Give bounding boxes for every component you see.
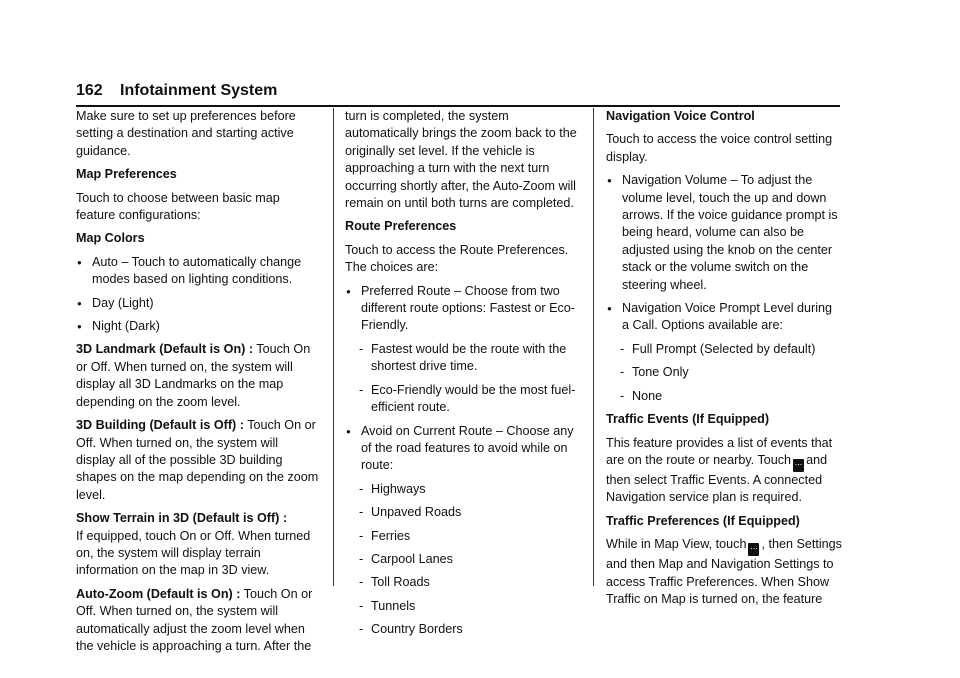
- terrain-text: If equipped, touch On or Off. When turned on, the system will display terrain information on the map in 3D view.: [76, 528, 311, 578]
- traffic-prefs-text-a: While in Map View, touch: [606, 537, 747, 552]
- sub-list-item: - None: [606, 388, 842, 405]
- sub-list-item: - Unpaved Roads: [345, 504, 585, 521]
- list-item: ● Preferred Route – Choose from two different route options: Fastest or Eco-Friendly.: [345, 283, 585, 335]
- more-menu-icon: ...: [748, 543, 759, 556]
- list-item: ● Night (Dark): [76, 318, 320, 335]
- header-rule: [76, 105, 840, 107]
- voice-control-heading: Navigation Voice Control: [606, 109, 755, 123]
- sub-list-item: - Carpool Lanes: [345, 551, 585, 568]
- sub-list-item: - Country Borders: [345, 621, 585, 638]
- voice-control-text: Touch to access the voice control setting display.: [606, 132, 833, 164]
- traffic-prefs-text-b: , then Settings and then Map and Navigation Settings to access Traffic Preferences. When Show Traffic on Map is turned on, the feature: [606, 537, 842, 606]
- sub-list-item: - Eco-Friendly would be the most fuel-efficient route.: [345, 382, 585, 417]
- route-preferences-text: Touch to access the Route Preferences. The choices are:: [345, 242, 569, 275]
- list-item: ● Navigation Volume – To adjust the volume level, touch the up and down arrows. If the voice guidance prompt is being heard, volume can also be adjusted using the knob on the center stack or the volume switch on the steering wheel.: [606, 172, 842, 294]
- page-header: [76, 82, 840, 106]
- sub-list-item: - Full Prompt (Selected by default): [606, 341, 842, 358]
- building-text: Touch On or Off. When turned on, the system will display all of the possible 3D building shapes on the map depending on the zoom level.: [76, 418, 319, 502]
- sub-list-item: - Highways: [345, 481, 585, 498]
- page-number: 162: [76, 82, 103, 99]
- list-item: ● Navigation Voice Prompt Level during a Call. Options available are:: [606, 300, 842, 335]
- map-preferences-heading: Map Preferences: [76, 167, 177, 182]
- autozoom-label: Auto-Zoom (Default is On) :: [76, 586, 241, 601]
- column-2: [345, 108, 585, 645]
- autozoom-continued: turn is completed, the system automatically brings the zoom back to the originally set level. If the vehicle is approaching a turn with the next turn occurring shortly after, the Auto-Zoom will remain on until both turns are completed.: [345, 109, 577, 211]
- traffic-events-heading: Traffic Events (If Equipped): [606, 412, 770, 427]
- landmark-label: 3D Landmark (Default is On) :: [76, 342, 254, 357]
- sub-list-item: - Tone Only: [606, 364, 842, 381]
- autozoom-text: Touch On or Off. When turned on, the system will automatically adjust the zoom level when the vehicle is approaching a turn. After the: [76, 586, 313, 653]
- column-divider: [593, 108, 594, 586]
- intro-paragraph: Make sure to set up preferences before setting a destination and starting active guidance.: [76, 109, 296, 158]
- list-item: ● Day (Light): [76, 295, 320, 312]
- landmark-paragraph: [76, 341, 320, 411]
- sub-list-item: - Ferries: [345, 528, 585, 545]
- autozoom-paragraph: [76, 586, 320, 656]
- sub-list-item: - Fastest would be the route with the shortest drive time.: [345, 341, 585, 376]
- column-1: [76, 108, 320, 661]
- map-preferences-text: Touch to choose between basic map feature configurations:: [76, 190, 280, 223]
- terrain-paragraph: [76, 510, 320, 580]
- list-item: ● Avoid on Current Route – Choose any of the road features to avoid while on route:: [345, 423, 585, 475]
- map-colors-heading: Map Colors: [76, 231, 145, 246]
- building-paragraph: [76, 417, 320, 504]
- building-label: 3D Building (Default is Off) :: [76, 418, 244, 433]
- list-item: ● Auto – Touch to automatically change modes based on lighting conditions.: [76, 254, 320, 289]
- more-menu-icon: ...: [793, 459, 804, 472]
- route-preferences-heading: Route Preferences: [345, 219, 457, 234]
- terrain-label: Show Terrain in 3D (Default is Off) :: [76, 511, 288, 526]
- traffic-preferences-paragraph: [606, 536, 842, 608]
- traffic-preferences-heading: Traffic Preferences (If Equipped): [606, 513, 800, 528]
- traffic-events-text-b: and then select Traffic Events. A connected Navigation service plan is required.: [606, 452, 828, 505]
- sub-list-item: - Toll Roads: [345, 574, 585, 591]
- landmark-text: Touch On or Off. When turned on, the system will display all 3D Landmarks on the map depending on the zoom level.: [76, 342, 311, 409]
- traffic-events-paragraph: [606, 435, 842, 507]
- sub-list-item: - Tunnels: [345, 598, 585, 615]
- column-divider: [333, 108, 334, 586]
- column-3: [606, 108, 842, 614]
- traffic-events-text-a: This feature provides a list of events that are on the route or nearby. Touch: [606, 435, 833, 467]
- section-title: Infotainment System: [120, 82, 278, 99]
